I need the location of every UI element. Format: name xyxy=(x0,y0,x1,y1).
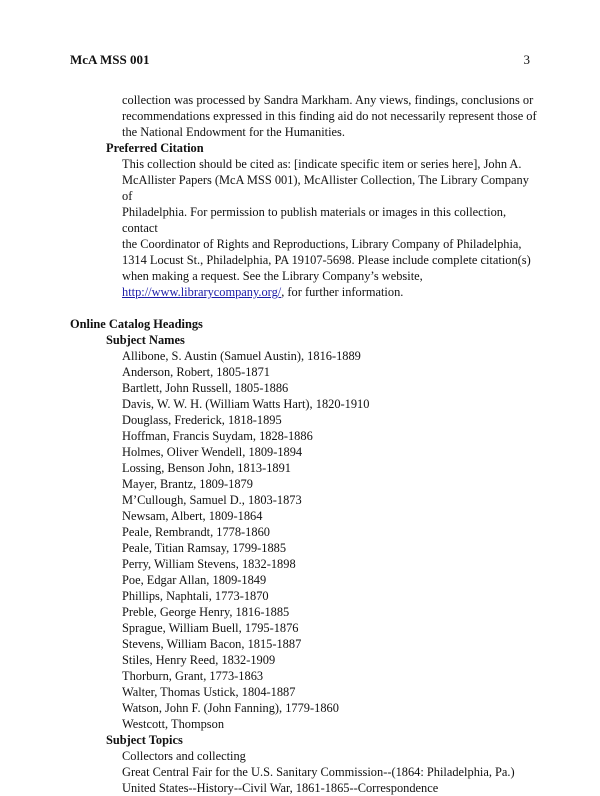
subject-topics-heading: Subject Topics xyxy=(106,733,183,747)
list-item: Hoffman, Francis Suydam, 1828-1886 xyxy=(122,429,313,443)
catalog-headings-heading: Online Catalog Headings xyxy=(70,317,203,331)
citation-trailing-text: , for further information. xyxy=(281,285,404,299)
list-item: Thorburn, Grant, 1773-1863 xyxy=(122,669,264,683)
list-item: Collectors and collecting xyxy=(122,749,246,763)
list-item: Westcott, Thompson xyxy=(122,717,225,731)
list-item: Lossing, Benson John, 1813-1891 xyxy=(122,461,291,475)
list-item: Allibone, S. Austin (Samuel Austin), 1816-1889 xyxy=(122,349,361,363)
list-item: Watson, John F. (John Fanning), 1779-1860 xyxy=(122,701,339,715)
list-item: Mayer, Brantz, 1809-1879 xyxy=(122,477,253,491)
preferred-citation-heading: Preferred Citation xyxy=(106,141,204,155)
subject-names-list xyxy=(70,348,540,732)
collection-id: McA MSS 001 xyxy=(70,52,150,67)
citation-line: Philadelphia. For permission to publish materials or images in this collection, contact xyxy=(122,205,507,235)
list-item: Peale, Rembrandt, 1778-1860 xyxy=(122,525,270,539)
citation-line: the Coordinator of Rights and Reproductions, Library Company of Philadelphia, xyxy=(122,237,522,251)
list-item: Douglass, Frederick, 1818-1895 xyxy=(122,413,282,427)
citation-line: 1314 Locust St., Philadelphia, PA 19107-5698. Please include complete citation(s) xyxy=(122,253,531,267)
citation-line xyxy=(122,284,540,300)
subject-topics-list xyxy=(70,748,540,796)
list-item: Davis, W. W. H. (William Watts Hart), 1820-1910 xyxy=(122,397,370,411)
list-item: Bartlett, John Russell, 1805-1886 xyxy=(122,381,289,395)
list-item: Anderson, Robert, 1805-1871 xyxy=(122,365,270,379)
library-company-link[interactable]: http://www.librarycompany.org/ xyxy=(122,285,282,299)
list-item: Walter, Thomas Ustick, 1804-1887 xyxy=(122,685,296,699)
list-item: Sprague, William Buell, 1795-1876 xyxy=(122,621,299,635)
list-item: Holmes, Oliver Wendell, 1809-1894 xyxy=(122,445,303,459)
intro-line: recommendations expressed in this finding aid do not necessarily represent those of xyxy=(122,109,537,123)
page-number: 3 xyxy=(523,52,530,67)
intro-paragraph xyxy=(70,92,540,140)
list-item: Great Central Fair for the U.S. Sanitary Commission--(1864: Philadelphia, Pa.) xyxy=(122,765,515,779)
citation-line: when making a request. See the Library Company’s website, xyxy=(122,269,423,283)
intro-line: collection was processed by Sandra Markham. Any views, findings, conclusions or xyxy=(122,93,534,107)
list-item: United States--History--Civil War, 1861-1865--Correspondence xyxy=(122,781,439,795)
list-item: Poe, Edgar Allan, 1809-1849 xyxy=(122,573,267,587)
list-item: Perry, William Stevens, 1832-1898 xyxy=(122,557,296,571)
citation-line: McAllister Papers (McA MSS 001), McAllister Collection, The Library Company of xyxy=(122,173,529,203)
list-item: Phillips, Naphtali, 1773-1870 xyxy=(122,589,269,603)
list-item: Stiles, Henry Reed, 1832-1909 xyxy=(122,653,276,667)
list-item: Peale, Titian Ramsay, 1799-1885 xyxy=(122,541,287,555)
subject-names-heading: Subject Names xyxy=(106,333,185,347)
preferred-citation-text xyxy=(70,156,540,300)
list-item: Stevens, William Bacon, 1815-1887 xyxy=(122,637,302,651)
list-item: Newsam, Albert, 1809-1864 xyxy=(122,509,263,523)
intro-line: the National Endowment for the Humanities. xyxy=(122,125,345,139)
list-item: Preble, George Henry, 1816-1885 xyxy=(122,605,290,619)
page-body xyxy=(70,92,540,796)
citation-line: This collection should be cited as: [indicate specific item or series here], John A. xyxy=(122,157,522,171)
list-item: M’Cullough, Samuel D., 1803-1873 xyxy=(122,493,302,507)
